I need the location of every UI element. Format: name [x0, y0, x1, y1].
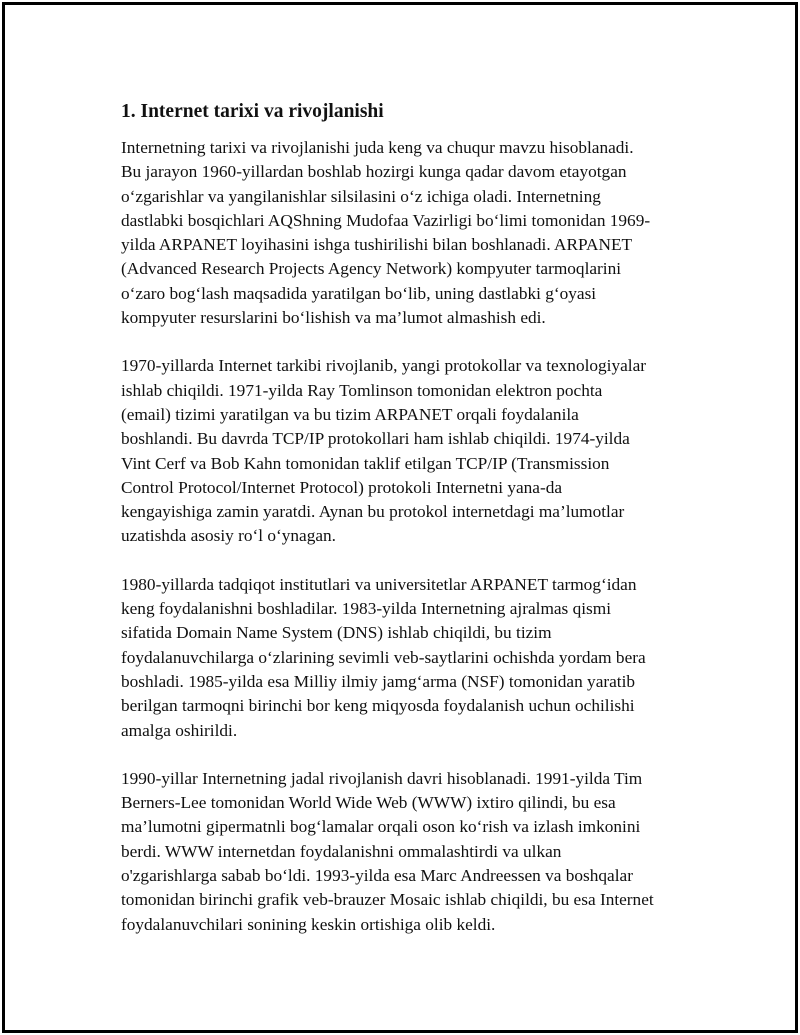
paragraph-line: keng foydalanishni boshladilar. 1983-yilda Internetning ajralmas qismi — [121, 599, 612, 619]
paragraph-line: dastlabki bosqichlari AQShning Mudofaa Vazirligi bo‘limi tomonidan 1969- — [121, 210, 651, 230]
paragraph-line: boshladi. 1985-yilda esa Milliy ilmiy jamg‘arma (NSF) tomonidan yaratib — [121, 671, 636, 691]
page-frame — [2, 2, 798, 1033]
paragraph-line: amalga oshirildi. — [121, 720, 238, 740]
paragraph-line: o‘zaro bog‘lash maqsadida yaratilgan bo‘lib, uning dastlabki g‘oyasi — [121, 283, 597, 303]
paragraph-line: tomonidan birinchi grafik veb-brauzer Mosaic ishlab chiqildi, bu esa Internet — [121, 890, 654, 910]
paragraph-line: boshlandi. Bu davrda TCP/IP protokollari ham ishlab chiqildi. 1974-yilda — [121, 429, 630, 449]
paragraph-line: 1980-yillarda tadqiqot institutlari va universitetlar ARPANET tarmog‘idan — [121, 574, 637, 594]
paragraph-line: (Advanced Research Projects Agency Network) kompyuter tarmoqlarini — [121, 259, 622, 279]
paragraph-line: uzatishda asosiy ro‘l o‘ynagan. — [121, 526, 336, 546]
paragraph-line: o‘zgarishlar va yangilanishlar silsilasini o‘z ichiga oladi. Internetning — [121, 186, 601, 206]
paragraph-line: ma’lumotni gipermatnli bog‘lamalar orqali oson ko‘rish va izlash imkonini — [121, 817, 641, 837]
paragraph-line: Vint Cerf va Bob Kahn tomonidan taklif etilgan TCP/IP (Transmission — [121, 453, 610, 473]
paragraph-line: Berners-Lee tomonidan World Wide Web (WWW) ixtiro qilindi, bu esa — [121, 793, 616, 813]
paragraph-line: Internetning tarixi va rivojlanishi juda keng va chuqur mavzu hisoblanadi. — [121, 138, 634, 157]
paragraph-line: Bu jarayon 1960-yillardan boshlab hozirgi kunga qadar davom etayotgan — [121, 162, 627, 182]
paragraph-line: Control Protocol/Internet Protocol) protokoli Internetni yana-da — [121, 477, 563, 497]
paragraph-line: (email) tizimi yaratilgan va bu tizim ARPANET orqali foydalanila — [121, 404, 579, 424]
section-heading: 1. Internet tarixi va rivojlanishi — [121, 101, 384, 122]
paragraph-line: foydalanuvchilari sonining keskin ortishiga olib keldi. — [121, 914, 496, 934]
paragraph — [121, 136, 693, 330]
paragraph-line: o'zgarishlarga sabab bo‘ldi. 1993-yilda esa Marc Andreessen va boshqalar — [121, 866, 633, 886]
paragraph-line: 1990-yillar Internetning jadal rivojlanish davri hisoblanadi. 1991-yilda Tim — [121, 768, 643, 788]
paragraph-line: 1970-yillarda Internet tarkibi rivojlanib, yangi protokollar va texnologiyalar — [121, 356, 647, 376]
paragraph — [121, 767, 693, 937]
paragraph-line: kompyuter resurslarini bo‘lishish va ma’lumot almashish edi. — [121, 308, 546, 328]
document-body — [121, 99, 693, 961]
paragraph-line: yilda ARPANET loyihasini ishga tushirilishi bilan boshlanadi. ARPANET — [121, 235, 633, 255]
paragraph-line: ishlab chiqildi. 1971-yilda Ray Tomlinson tomonidan elektron pochta — [121, 380, 603, 400]
paragraph — [121, 573, 693, 743]
paragraph — [121, 354, 693, 548]
paragraph-line: foydalanuvchilarga o‘zlarining sevimli veb-saytlarini ochishda yordam bera — [121, 647, 646, 667]
paragraph-line: berilgan tarmoqni birinchi bor keng miqyosda foydalanish uchun ochilishi — [121, 696, 635, 716]
paragraph-line: kengayishiga zamin yaratdi. Aynan bu protokol internetdagi ma’lumotlar — [121, 502, 625, 522]
paragraph-line: sifatida Domain Name System (DNS) ishlab chiqildi, bu tizim — [121, 623, 552, 643]
paragraph-line: berdi. WWW internetdan foydalanishni ommalashtirdi va ulkan — [121, 841, 562, 861]
